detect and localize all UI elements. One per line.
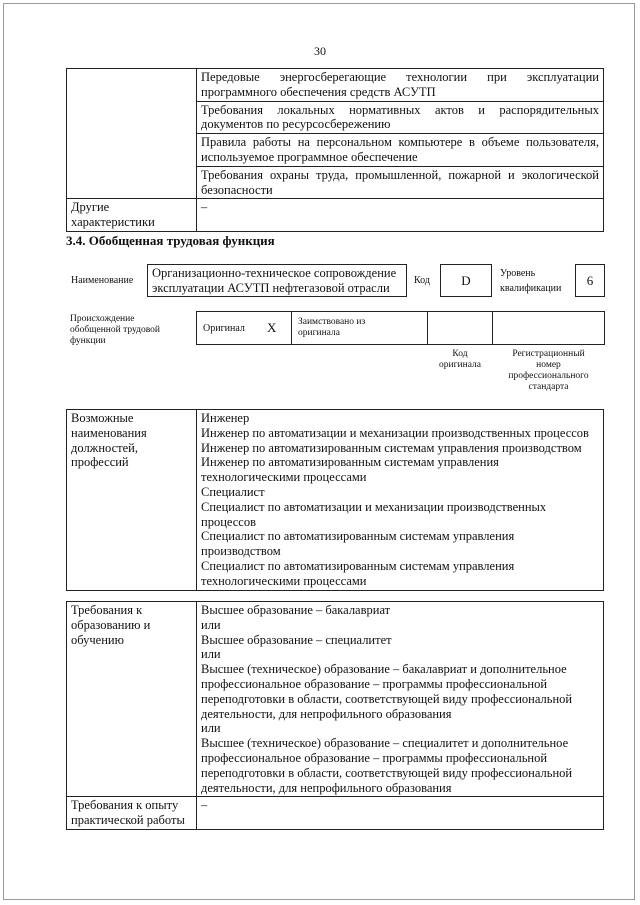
list-item: Инженер по автоматизированным системам управления производством <box>201 440 582 455</box>
origin-label-line: функции <box>70 336 106 346</box>
list-item: Специалист <box>201 484 265 499</box>
positions-list <box>197 410 604 591</box>
list-item: переподготовки в области, соответствующей виду профессиональной <box>201 765 573 780</box>
positions-label-line: профессий <box>71 455 129 470</box>
list-item: деятельности, для непрофильного образования <box>201 706 452 721</box>
list-item: деятельности, для непрофильного образования <box>201 780 452 795</box>
education-requirements <box>197 602 604 797</box>
original-mark: X <box>267 320 277 335</box>
table-row <box>67 410 604 591</box>
education-table <box>66 601 604 830</box>
name-value-line: Организационно-техническое сопровождение <box>152 266 397 280</box>
origin-label-line: обобщенной трудовой <box>70 325 160 335</box>
level-value: 6 <box>586 273 594 288</box>
list-item: или <box>201 721 221 736</box>
origin-label-line: Происхождение <box>70 314 135 324</box>
table-row <box>67 199 604 232</box>
other-characteristics-value: – <box>197 199 604 232</box>
education-label <box>67 602 197 797</box>
list-item: или <box>201 647 221 662</box>
positions-label-line: Возможные <box>71 411 134 425</box>
section-title: 3.4. Обобщенная трудовая функция <box>66 233 275 248</box>
education-label-line: обучению <box>71 632 124 647</box>
table-row <box>67 602 604 797</box>
list-item: Высшее образование – специалитет <box>201 632 392 647</box>
reg-caption-line: номер <box>536 360 561 370</box>
origin-borrowed-cell <box>291 311 428 345</box>
origin-reg-number-cell <box>492 311 605 345</box>
top-table <box>66 68 604 232</box>
code-value: D <box>461 273 471 288</box>
page-number: 30 <box>314 44 326 58</box>
table-row <box>67 134 604 167</box>
reg-caption-line: Регистрационный <box>512 349 585 359</box>
reg-caption-line: стандарта <box>528 382 569 392</box>
list-item: Инженер по автоматизации и механизации производственных процессов <box>201 425 589 440</box>
list-item: технологическими процессами <box>201 470 367 485</box>
code-value-box <box>440 264 492 297</box>
list-item: переподготовки в области, соответствующей виду профессиональной <box>201 691 573 706</box>
original-label: Оригинал <box>203 323 245 334</box>
level-value-box <box>575 264 605 297</box>
list-item: или <box>201 617 221 632</box>
experience-label-line: практической работы <box>71 813 185 828</box>
table-cell-left <box>67 101 197 134</box>
other-characteristics-label: Другие характеристики <box>67 199 197 232</box>
reg-caption-line: профессионального <box>508 371 589 381</box>
level-label-line: Уровень <box>500 268 536 279</box>
table-row <box>67 69 604 102</box>
positions-table <box>66 409 604 591</box>
code-caption-line: оригинала <box>439 360 481 370</box>
table-cell-left <box>67 69 197 102</box>
experience-label <box>67 797 197 830</box>
list-item: Специалист по автоматизированным системам управления <box>201 529 515 544</box>
code-label: Код <box>414 275 430 286</box>
positions-label <box>67 410 197 591</box>
list-item: технологическими процессами <box>201 573 367 588</box>
experience-value: – <box>197 797 604 830</box>
table-cell-right: Требования охраны труда, промышленной, пожарной и экологической безопасности <box>197 166 604 199</box>
borrowed-label <box>298 317 365 339</box>
list-item: Инженер по автоматизированным системам управления <box>201 455 499 470</box>
borrowed-label-line: оригинала <box>298 328 340 338</box>
level-label-line: квалификации <box>500 283 562 294</box>
level-label <box>500 268 561 295</box>
list-item: Инженер <box>201 411 250 425</box>
positions-label-line: наименования <box>71 425 147 440</box>
list-item: Высшее (техническое) образование – специалитет и дополнительное <box>201 736 569 751</box>
list-item: Специалист по автоматизированным системам управления <box>201 558 515 573</box>
origin-original-cell <box>196 311 292 345</box>
table-cell-right: Передовые энергосберегающие технологии при эксплуатации программного обеспечения средств АСУТП <box>197 69 604 102</box>
list-item: процессов <box>201 514 256 529</box>
name-value-box <box>147 264 407 297</box>
reg-caption <box>492 349 605 393</box>
name-value-line: эксплуатации АСУТП нефтегазовой отрасли <box>152 281 390 295</box>
list-item: Высшее образование – бакалавриат <box>201 603 391 617</box>
list-item: Высшее (техническое) образование – бакалавриат и дополнительное <box>201 662 567 677</box>
table-row <box>67 797 604 830</box>
education-label-line: образованию и <box>71 617 151 632</box>
table-cell-left <box>67 166 197 199</box>
table-row <box>67 166 604 199</box>
experience-label-line: Требования к опыту <box>71 798 179 813</box>
table-cell-right: Правила работы на персональном компьютере в объеме пользователя, используемое программное обеспечение <box>197 134 604 167</box>
name-label: Наименование <box>71 275 134 286</box>
list-item: профессиональное образование – программы профессиональной <box>201 750 548 765</box>
list-item: профессиональное образование – программы профессиональной <box>201 676 548 691</box>
code-caption-line: Код <box>452 349 468 359</box>
table-cell-right: Требования локальных нормативных актов и распорядительных документов по ресурсосбережению <box>197 101 604 134</box>
origin-code-cell <box>427 311 493 345</box>
origin-label <box>70 314 160 347</box>
list-item: Специалист по автоматизации и механизации производственных <box>201 499 547 514</box>
education-label-line: Требования к <box>71 603 143 617</box>
code-caption <box>427 349 493 371</box>
list-item: производством <box>201 544 281 559</box>
borrowed-label-line: Заимствовано из <box>298 317 366 327</box>
positions-label-line: должностей, <box>71 440 138 455</box>
table-row <box>67 101 604 134</box>
table-cell-left <box>67 134 197 167</box>
